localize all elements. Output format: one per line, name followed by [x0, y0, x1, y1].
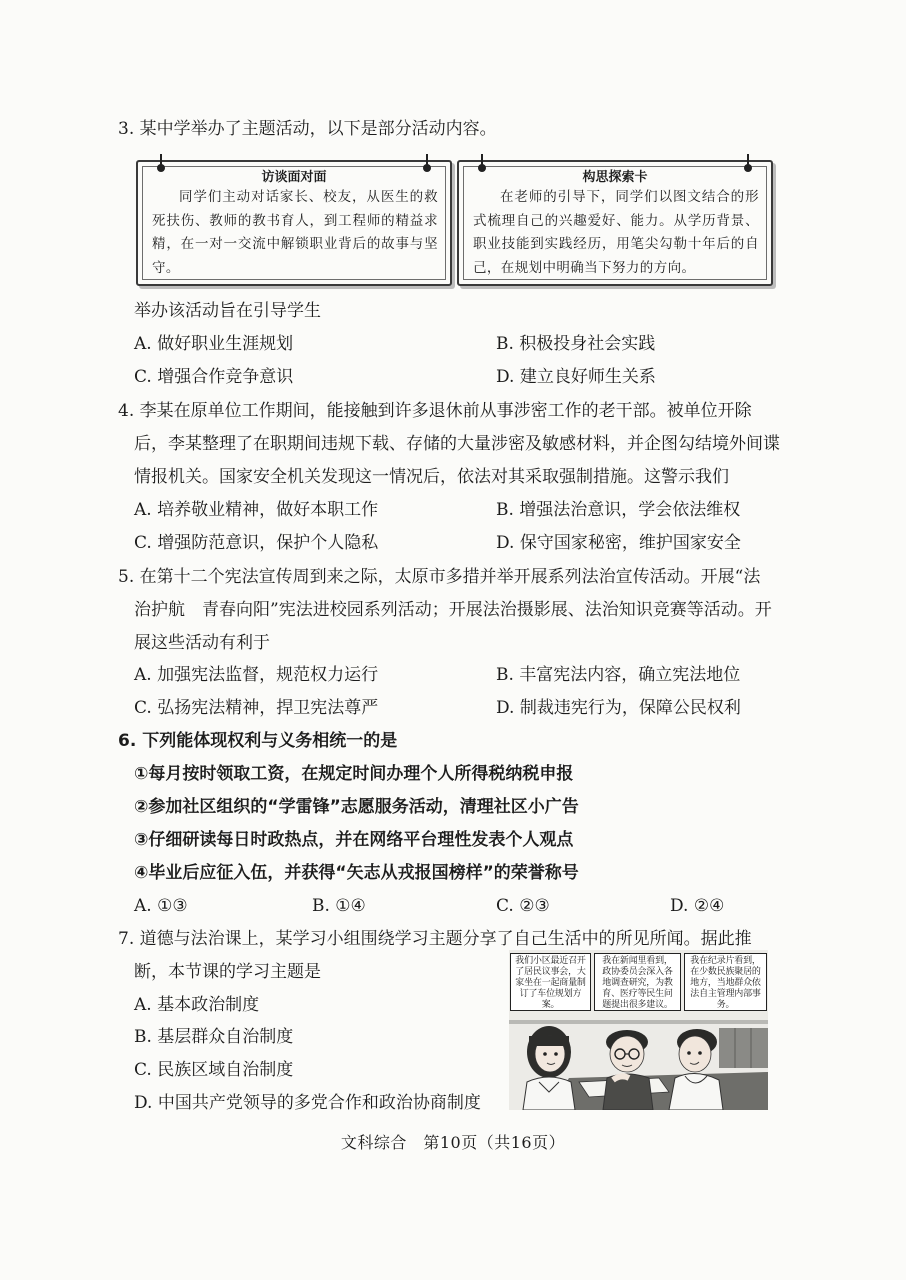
q6-option-b: B. ①④ [312, 896, 366, 916]
q3-option-a: A. 做好职业生涯规划 [134, 334, 294, 354]
q6-option-a: A. ①③ [134, 896, 188, 916]
q6-item: ①每月按时领取工资，在规定时间办理个人所得税纳税申报 [134, 764, 574, 784]
q3-option-b: B. 积极投身社会实践 [496, 334, 656, 354]
q6-item: ④毕业后应征入伍，并获得“矢志从戎报国榜样”的荣誉称号 [134, 863, 579, 883]
explore-card-text: 在老师的引导下，同学们以图文结合的形式梳理自己的兴趣爱好、能力。从学历背景、职业技能到实践经历，用笔尖勾勒十年后的自己，在规划中明确当下努力的方向。 [473, 189, 759, 276]
interview-card-title: 访谈面对面 [261, 170, 327, 185]
q4-line: 情报机关。国家安全机关发现这一情况后，依法对其采取强制措施。这警示我们 [134, 467, 729, 487]
q3-option-d: D. 建立良好师生关系 [496, 367, 656, 387]
q3-option-c: C. 增强合作竞争意识 [134, 367, 294, 387]
q3-stem: 3. 某中学举办了主题活动，以下是部分活动内容。 [118, 119, 497, 139]
q4-option-b: B. 增强法治意识，学会依法维权 [496, 500, 741, 520]
interview-card [136, 160, 452, 286]
pin-icon [426, 154, 428, 166]
pin-icon [160, 154, 162, 166]
explore-card [457, 160, 773, 286]
q5-option-a: A. 加强宪法监督，规范权力运行 [134, 665, 379, 685]
q7-cartoon [509, 950, 768, 1110]
q7-option-c: C. 民族区域自治制度 [134, 1060, 294, 1080]
q5-line: 展这些活动有利于 [134, 633, 270, 653]
speech-bubble: 我们小区最近召开了居民议事会，大家坐在一起商量制订了车位规划方案。 [510, 953, 591, 1011]
q7-option-d: D. 中国共产党领导的多党合作和政治协商制度 [134, 1093, 481, 1113]
q5-option-c: C. 弘扬宪法精神，捍卫宪法尊严 [134, 698, 379, 718]
q6-item: ②参加社区组织的“学雷锋”志愿服务活动，清理社区小广告 [134, 797, 579, 817]
q5-line: 5. 在第十二个宪法宣传周到来之际，太原市多措并举开展系列法治宣传活动。开展“法 [118, 567, 761, 587]
q6-option-d: D. ②④ [670, 896, 725, 916]
pin-icon [481, 154, 483, 166]
q5-option-b: B. 丰富宪法内容，确立宪法地位 [496, 665, 741, 685]
q4-option-c: C. 增强防范意识，保护个人隐私 [134, 533, 379, 553]
q7-line: 7. 道德与法治课上，某学习小组围绕学习主题分享了自己生活中的所见所闻。据此推 [118, 929, 752, 949]
q4-line: 4. 李某在原单位工作期间，能接触到许多退休前从事涉密工作的老干部。被单位开除 [118, 401, 752, 421]
q4-option-d: D. 保守国家秘密，维护国家安全 [496, 533, 741, 553]
q3-question: 举办该活动旨在引导学生 [134, 301, 321, 321]
q4-option-a: A. 培养敬业精神，做好本职工作 [134, 500, 379, 520]
q7-option-a: A. 基本政治制度 [134, 995, 260, 1015]
explore-card-title: 构思探索卡 [582, 170, 648, 185]
q6-option-c: C. ②③ [496, 896, 550, 916]
q7-line: 断，本节课的学习主题是 [134, 962, 321, 982]
interview-card-text: 同学们主动对话家长、校友，从医生的救死扶伤、教师的教书育人，到工程师的精益求精，在一对一交流中解锁职业背后的故事与坚守。 [152, 189, 438, 276]
q4-line: 后，李某整理了在职期间违规下载、存储的大量涉密及敏感材料，并企图勾结境外间谍 [134, 434, 780, 454]
q6-stem: 6. 下列能体现权利与义务相统一的是 [118, 731, 398, 751]
page-footer: 文科综合 第10页（共16页） [340, 1133, 566, 1152]
speech-bubble: 我在纪录片看到，在少数民族聚居的地方，当地群众依法自主管理内部事务。 [684, 953, 767, 1011]
q5-line: 治护航 青春向阳”宪法进校园系列活动；开展法治摄影展、法治知识竞赛等活动。开 [134, 600, 772, 620]
pin-icon [747, 154, 749, 166]
q5-option-d: D. 制裁违宪行为，保障公民权利 [496, 698, 741, 718]
q6-item: ③仔细研读每日时政热点，并在网络平台理性发表个人观点 [134, 830, 574, 850]
speech-bubble: 我在新闻里看到，政协委员会深入各地调查研究，为教育、医疗等民生问题提出很多建议。 [594, 953, 681, 1011]
q7-option-b: B. 基层群众自治制度 [134, 1027, 294, 1047]
